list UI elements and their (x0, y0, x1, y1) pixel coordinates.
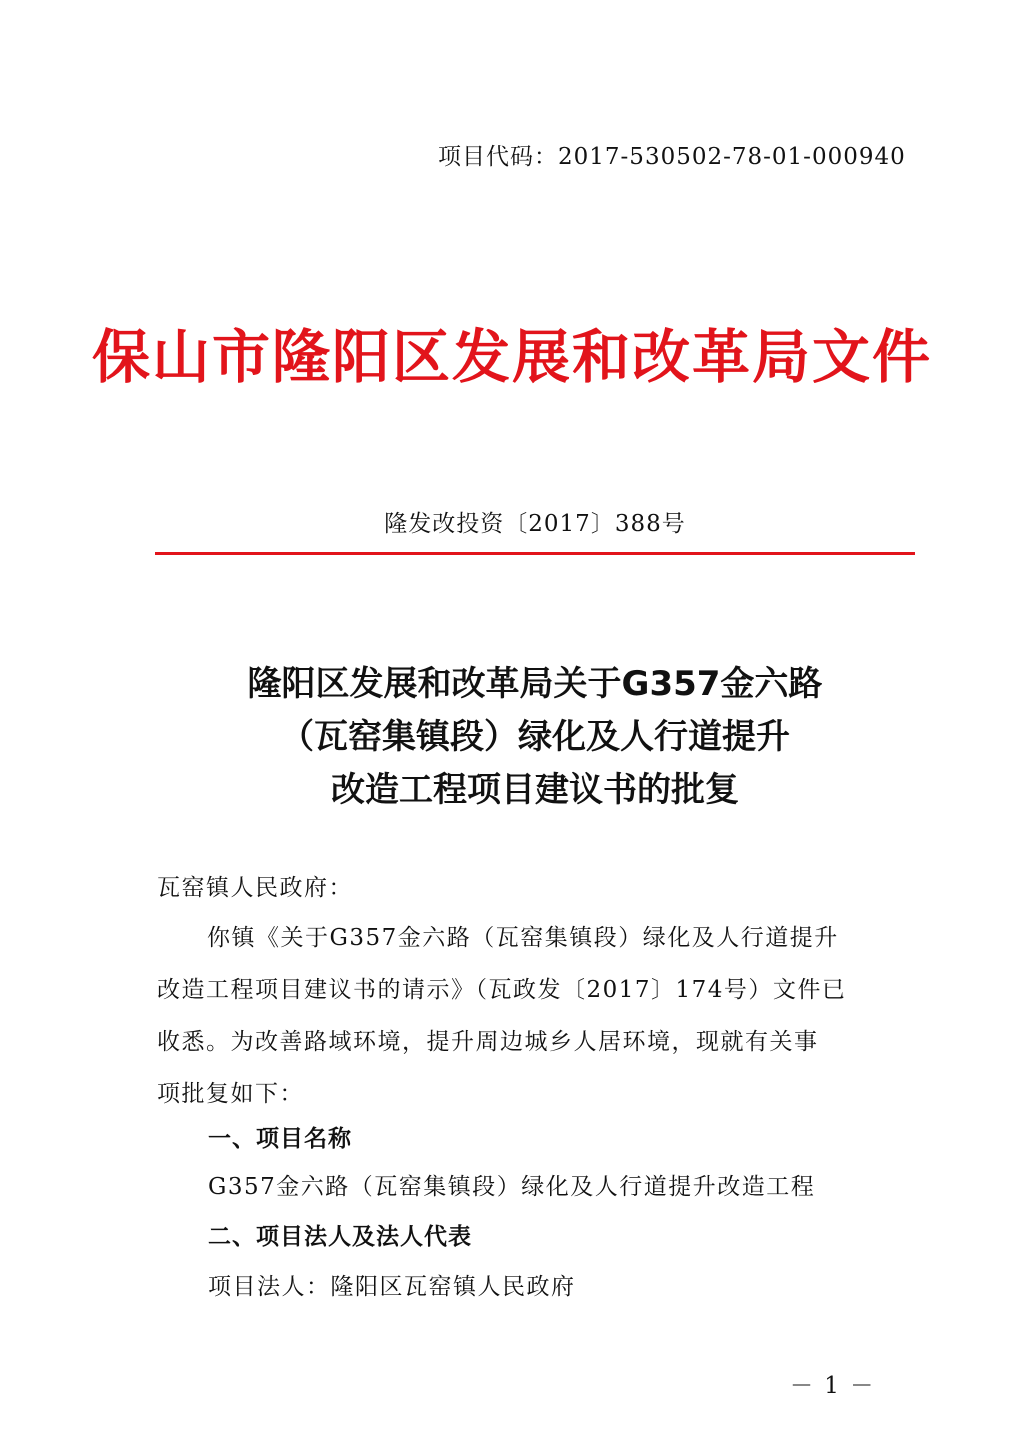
project-code: 项目代码：2017-530502-78-01-000940 (438, 144, 906, 170)
issuer-heading: 保山市隆阳区发展和改革局文件 (91, 323, 932, 391)
title-line-3: 改造工程项目建议书的批复 (331, 770, 739, 810)
paragraph-line: 你镇《关于G357金六路（瓦窑集镇段）绿化及人行道提升 (207, 925, 839, 951)
red-divider-line (155, 552, 915, 555)
paragraph-line: 改造工程项目建议书的请示》（瓦政发〔2017〕174号）文件已 (157, 977, 847, 1003)
section-heading-legal-person: 二、项目法人及法人代表 (208, 1224, 472, 1250)
legal-person-text: 项目法人：隆阳区瓦窑镇人民政府 (208, 1274, 576, 1300)
addressee: 瓦窑镇人民政府： (157, 875, 353, 901)
paragraph-line: 收悉。为改善路域环境，提升周边城乡人居环境，现就有关事 (157, 1029, 819, 1055)
document-title (0, 658, 1024, 817)
title-line-1: 隆阳区发展和改革局关于G357金六路 (247, 664, 823, 704)
paragraph-line: 项批复如下： (157, 1081, 304, 1107)
section-heading-project-name: 一、项目名称 (208, 1126, 352, 1152)
body-paragraph (157, 912, 897, 1120)
title-line-2: （瓦窑集镇段）绿化及人行道提升 (280, 717, 790, 757)
document-number: 隆发改投资〔2017〕388号 (384, 511, 686, 537)
project-name-text: G357金六路（瓦窑集镇段）绿化及人行道提升改造工程 (208, 1174, 816, 1200)
page-number: － 1 － (790, 1373, 876, 1399)
